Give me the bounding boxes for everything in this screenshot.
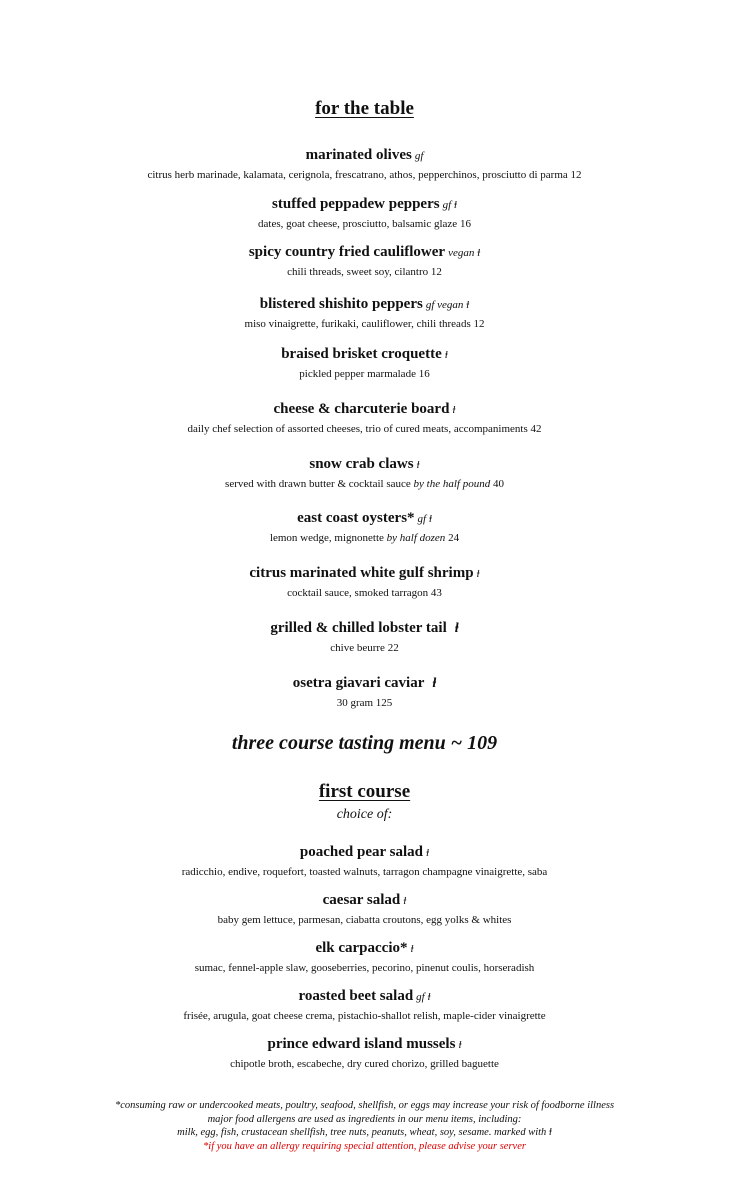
dietary-tag: ⱡ [426,847,430,859]
item-name: spicy country fried cauliflower [248,244,446,260]
item-description: chive beurre 22 [330,642,399,654]
menu-item [0,509,729,545]
dietary-tag: ⱡ [416,459,420,471]
item-name: braised brisket croquette [281,346,442,362]
menu-item [0,564,729,600]
dietary-tag: vegan ⱡ [448,247,481,259]
dietary-tag: ⱡ [403,895,407,907]
menu-item [0,987,729,1023]
menu-item [0,843,729,879]
menu-item [0,295,729,331]
dietary-tag: ⱡ [476,568,480,580]
item-name: east coast oysters* [297,510,415,526]
menu-item [0,345,729,381]
item-description: sumac, fennel-apple slaw, gooseberries, pecorino, pinenut coulis, horseradish [194,962,535,974]
item-name: blistered shishito peppers [259,296,423,312]
dietary-tag: gf ⱡ [442,199,457,211]
menu-item [0,939,729,975]
item-description: chili threads, sweet soy, cilantro 12 [287,266,442,278]
item-name: cheese & charcuterie board [273,401,450,417]
item-description: pickled pepper marmalade 16 [299,368,430,380]
item-description: frisée, arugula, goat cheese crema, pistachio-shallot relish, maple-cider vinaigrette [183,1010,546,1022]
item-name: poached pear salad [299,844,423,860]
menu-item [0,243,729,279]
menu-item [0,455,729,491]
menu-item [0,146,729,182]
item-name: prince edward island mussels [267,1036,456,1052]
item-name: marinated olives [305,147,412,163]
allergen-footer [0,1099,729,1153]
section-title-first-course: first course [318,781,411,802]
raw-food-disclaimer: *consuming raw or undercooked meats, poultry, seafood, shellfish, or eggs may increase your risk of foodborne illness [114,1100,615,1111]
dietary-tag: ⱡ [452,404,456,416]
dietary-tag: gf [414,150,424,162]
item-name: snow crab claws [309,456,414,472]
item-description: miso vinaigrette, furikaki, cauliflower, chili threads 12 [244,318,485,330]
dietary-tag: ⱡ [454,621,459,636]
menu-item [0,195,729,231]
allergen-list: milk, egg, fish, crustacean shellfish, tree nuts, peanuts, wheat, soy, sesame. marked with ⱡ [177,1127,552,1138]
item-name: caesar salad [322,892,401,908]
dietary-tag: gf ⱡ [417,513,432,525]
menu-item [0,1035,729,1071]
item-description: lemon wedge, mignonette by half dozen 24 [269,532,460,544]
menu-item [0,400,729,436]
item-description: cocktail sauce, smoked tarragon 43 [287,587,442,599]
item-name: elk carpaccio* [315,940,408,956]
item-description: served with drawn butter & cocktail sauce by the half pound 40 [225,478,504,490]
allergen-notice: major food allergens are used as ingredients in our menu items, including: [207,1113,522,1125]
item-name: roasted beet salad [298,988,414,1004]
dietary-tag: ⱡ [432,676,437,691]
item-description: dates, goat cheese, prosciutto, balsamic glaze 16 [258,218,471,230]
menu-item [0,619,729,655]
dietary-tag: ⱡ [444,349,448,361]
item-description: chipotle broth, escabeche, dry cured chorizo, grilled baguette [230,1058,499,1070]
choice-of-label: choice of: [336,807,393,822]
allergy-warning: *if you have an allergy requiring special attention, please advise your server [203,1140,526,1152]
dietary-tag: gf ⱡ [416,991,431,1003]
item-name: citrus marinated white gulf shrimp [249,565,474,581]
item-name: osetra giavari caviar [292,675,425,691]
dietary-tag: gf vegan ⱡ [425,299,470,311]
item-description: baby gem lettuce, parmesan, ciabatta croutons, egg yolks & whites [217,914,512,926]
tasting-menu-title: three course tasting menu ~ 109 [231,732,498,754]
item-description: 30 gram 125 [336,697,393,709]
item-description: citrus herb marinade, kalamata, cerignola, frescatrano, athos, pepperchinos, prosciutto di parma 12 [147,169,582,181]
item-description: daily chef selection of assorted cheeses, trio of cured meats, accompaniments 42 [187,423,542,435]
dietary-tag: ⱡ [410,943,414,955]
dietary-tag: ⱡ [458,1039,462,1051]
item-name: grilled & chilled lobster tail [270,620,447,636]
item-name: stuffed peppadew peppers [272,196,440,212]
item-description: radicchio, endive, roquefort, toasted walnuts, tarragon champagne vinaigrette, saba [181,866,548,878]
menu-item [0,674,729,710]
menu-item [0,891,729,927]
section-title-for-the-table: for the table [315,98,414,119]
